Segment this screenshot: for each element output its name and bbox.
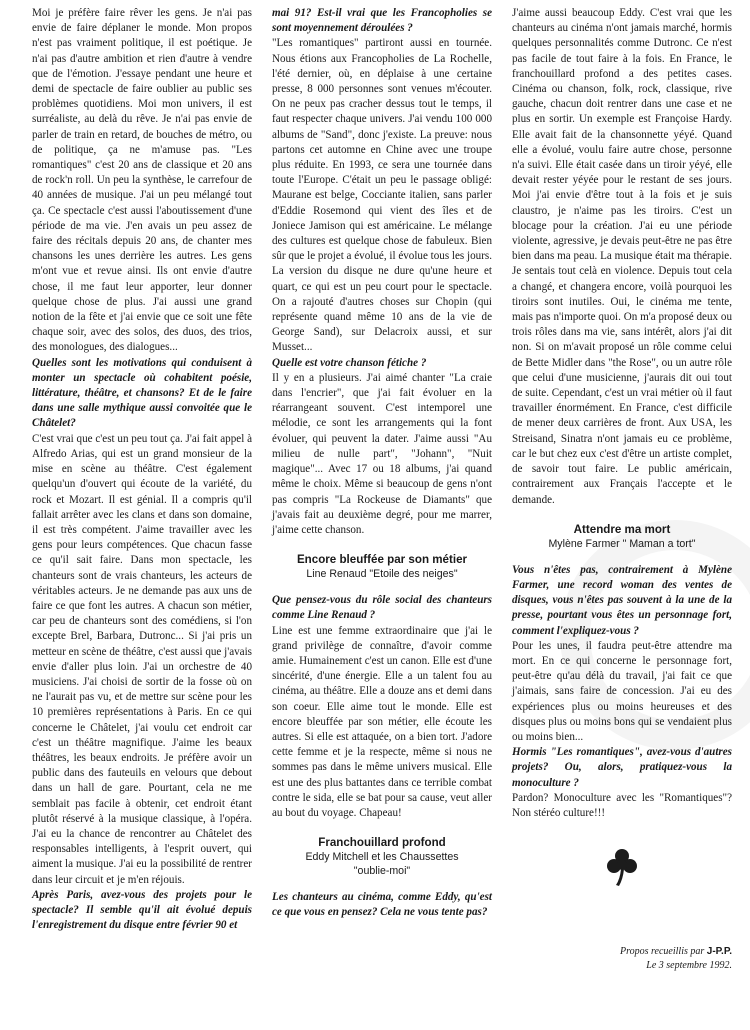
section-heading [272, 552, 492, 581]
section-subtitle: Mylène Farmer " Maman a tort" [548, 537, 696, 550]
section-subtitle: Line Renaud "Etoile des neiges" [306, 568, 458, 581]
section-title: Encore bleuffée par son métier [296, 553, 468, 567]
answer-paragraph: J'aime aussi beaucoup Eddy. C'est vrai que les chanteurs au cinéma n'ont jamais marché, hormis quelques personnalités comme Dutronc. Ce n'est pas facile de tout faire à la fois. En France, le franchouillard profond a des petites cases. Cinéma ou chanson, folk, rock, classique, rive gauche, chacun doit rentrer dans une case et ne plus en sortir. Un exemple est Françoise Hardy. Elle avait fait de la chansonnette yéyé. Quand elle a évolué, voulu faire autre chose, personne n'a suivi. Elle était casée dans un tiroir yéyé, elle devait rester yéyée pour le restant de ses jours. Moi j'ai envie d'être tout à la fois et je suis claustro, je n'aime pas les tiroirs. C'est un blocage pour la création. J'ai eu une période violente, agressive, je devais peut-être ne pas être bien dans ma peau. La musique était ma thérapie. Je sentais tout celà en violence. Depuis tout cela a changé, et changera encore, voilà pourquoi les tiroirs sont inutiles. Oui, le cinéma me tente, mais pas n'importe quoi. On m'a proposé deux ou trois rôles dans ma vie, sans intérêt, alors j'ai dit non. Si on m'avait proposé un rôle comme celui de Bette Midler dans "the Rose", ou un autre rôle que celui d'une musicienne, j'aurais dit oui tout de suite. Cependant, c'est un vrai métier où il faut travailler énormément. En France, c'est difficile de mener deux carrières de front. Aux USA, les Streisand, Sinatra n'ont jamais eu ce problème, car le but chez eux c'est d'être un artiste complet, de savoir tout faire. Le public américain, contrairement aux Français l'accepte et le demande. [512, 7, 732, 506]
question: Les chanteurs au cinéma, comme Eddy, qu'est ce que vous en pensez? Cela ne vous tente pas? [272, 891, 492, 919]
answer-paragraph: Il y en a plusieurs. J'ai aimé chanter "La craie dans l'encrier", que j'ai fait évoluer en la réarrangeant souvent. C'est intemporel une mélodie, ce sont les arrangements qui la font évoluer, qui peuvent la dater. J'aime aussi "Au milieu de nulle part", "Johann", "Nuit magique"... Avec 17 ou 18 albums, j'ai quand même le choix. Même si beaucoup de gens n'ont pas compris "La Rockeuse de Diamants" que j'avais fait au deuxième degré, pour me marrer, j'aime cette chanson. [272, 371, 492, 536]
column-2 [272, 6, 492, 1026]
question: Quelle est votre chanson fétiche ? [272, 356, 427, 369]
answer-paragraph: Moi je préfère faire rêver les gens. Je n'ai pas envie de faire déplaner le monde. Mon propos n'est pas vraiment politique, il est poétique. Je n'ai pas d'autre ambition et rien d'autre à vendre que de l'émotion. J'essaye pendant une heure et demi de spectacle de faire oublier au public ses problèmes quotidiens. Moi mon univers, il est surréaliste, au delà du rêve. Je n'ai pas envie de parler de train en retard, de bouches de métro, ou de politique, ça ne m'amuse pas. "Les romantiques" c'est 20 ans de classique et 20 ans de rock'n roll. Un peu la synthèse, le carrefour de 40 années de musique. J'ai un peu mélangé tout ça. Ce spectacle c'est aussi l'aboutissement d'une période de ma vie. J'en avais un peu assez de faire des récitals depuis 20 ans, de chanter mes chansons les unes derrière les autres. Les gens m'ont vue et revue ainsi. Ils ont envie d'autre chose, il me faut leur apporter, leur donner quelque chose de plus. J'ai aussi une grand notion de la fête et j'ai envie que ce soit une fête chaque soir, avec des solos, des duos, des trios, des monologues, des dialogues... [32, 7, 252, 354]
answer-paragraph: "Les romantiques" partiront aussi en tournée. Nous étions aux Francopholies de La Rochelle, l'été dernier, où, en déplaise à une certaine presse, 8 000 personnes sont venues m'écouter. On ne peux pas cracher dessus tout le temps, il faut respecter chaque univers. J'ai vendu 100 000 albums de "Sand", donc j'existe. La preuve: nous partons cet automne en Chine avec une troupe plus réduite. En 1993, ce sera une tournée dans toute l'Europe. C'était un peu le passage obligé: Maurane est belge, Cocciante italien, sans parler d'Eddie Rosemond qui vient des îles et de Joniece Jamison qui est américaine. Le mélange des cultures est quelque chose de fabuleux. Bien sûr que le projet a évolué, il évolue tous les jours. La version du disque ne dure qu'une heure et quart, ce qui est un peu court pour le spectacle. On a rajouté d'autres choses sur Chopin (qui représente quand même 10 ans de la vie de George Sand), sur Delacroix aussi, et sur Musset... [272, 37, 492, 354]
answer-paragraph: Pour les unes, il faudra peut-être attendre ma mort. En ce qui concerne le personnage fort, peut-être qu'au délà du travail, j'ai fait ce que j'aimais, sans faire de concession. J'ai eu des expériences plus ou moins heureuses et des disques plus ou moins bons qui se vendaient plus ou moins bien... [512, 639, 732, 743]
section-title: Franchouillard profond [318, 836, 446, 850]
section-heading [512, 522, 732, 551]
credit-author: J-P.P. [706, 946, 732, 958]
question: Après Paris, avez-vous des projets pour le spectacle? Il semble qu'il ait évolué depuis l'enregistrement du disque entre février 90 et [32, 888, 252, 932]
question: Quelles sont les motivations qui conduisent à monter un spectacle où cohabitent poésie, littérature, théâtre, et chansons? Et de le faire dans une salle mythique aussi convoitée que le Châtelet? [32, 356, 252, 430]
question: Hormis "Les romantiques", avez-vous d'autres projets? Ou, alors, pratiquez-vous la monoculture ? [512, 746, 732, 789]
credit-prefix: Propos recueillis par [620, 946, 705, 958]
shamrock-icon [512, 847, 732, 887]
column-1 [32, 6, 252, 1026]
section-title: Attendre ma mort [573, 522, 671, 536]
question: Vous n'êtes pas, contrairement à Mylène Farmer, une record woman des ventes de disques, vous n'êtes pas souvent à la une de la presse, pourtant vous êtes un personnage fort, comment l'expliquez-vous ? [512, 563, 732, 637]
answer-paragraph: Pardon? Monoculture avec les "Romantiques"? Non stéréo culture!!! [512, 791, 732, 819]
article-page [32, 6, 732, 1026]
question: Que pensez-vous du rôle social des chanteurs comme Line Renaud ? [272, 594, 492, 622]
question: mai 91? Est-il vrai que les Francopholies se sont moyennement déroulées ? [272, 7, 492, 35]
interview-credit [512, 945, 732, 973]
section-subtitle: "oublie-moi" [353, 865, 411, 878]
answer-paragraph: Line est une femme extraordinaire que j'ai le grand privilège de connaître, d'avoir comme amie. Humainement c'est un canon. Elle est d'une sincérité, d'une énergie. Elle a un talent fou au cinéma, au théâtre. Elle a douze ans et demi dans son coeur. Elle aime tout le monde. Elle est encore bleuffée par son métier, elle écoute les autres. Si elle est attaquée, on a bien tort. J'adore cette femme et je la respecte, même si nous ne sommes pas dans le même univers musical. Elle est une des plus battantes dans ce terrible combat contre le sida, elle se bat pour sa cause, veut aller au bout du voyage. Chapeau! [272, 624, 492, 819]
column-3 [512, 6, 732, 1026]
credit-line [512, 945, 732, 959]
answer-paragraph: C'est vrai que c'est un peu tout ça. J'ai fait appel à Alfredo Arias, qui est un grand monsieur de la mise en scène au théâtre. C'est également quelqu'un d'ouvert qui écoute de la variété, du rock et Mozart. Il est génial. Il a compris qu'il fallait arrêter avec les clans et dans son domaine, il est très compétent. J'aime travailler avec les gens pour leurs compétences. Que chacun fasse ce qu'il sait faire. Dans mon spectacle, les chanteurs sont de vrais chanteurs, les acteurs de véritables acteurs. Je ne demande pas aux uns de faire ce que font les autres. A chacun son métier, car peu de chanteurs sont des comédiens, si l'on excepte Brel, Barbara, Dutronc... Si j'ai pris un metteur en scène de théâtre, c'est aussi que j'avais envie d'aller plus loin. J'ai un orchestre de 40 musiciens. J'ai choisi de sortir de la fosse où on ne l'aurait pas vu, et de mettre sur scène pour les 10 premières représentations à Paris. En ce qui concerne le Châtelet, j'ai voulu cet endroit car c'est un théâtre magnifique. J'aime les beaux théâtres, les beaux endroits. Je préfère avoir un public dans des fauteuils en velours que debout dans un hall de gare. Pourtant, cela ne me semblait pas facile à obtenir, cet endroit étant plutôt réservé à la musique classique, à l'opéra. J'ai eu la chance de rencontrer au Châtelet des responsables intelligents, à l'esprit ouvert, qui aiment la musique. J'ai eu la possibilité de rentrer dans leur circuit et je m'en réjouis. [32, 432, 252, 886]
section-subtitle: Eddy Mitchell et les Chaussettes [305, 851, 459, 864]
section-heading [272, 835, 492, 878]
credit-date: Le 3 septembre 1992. [646, 960, 732, 972]
